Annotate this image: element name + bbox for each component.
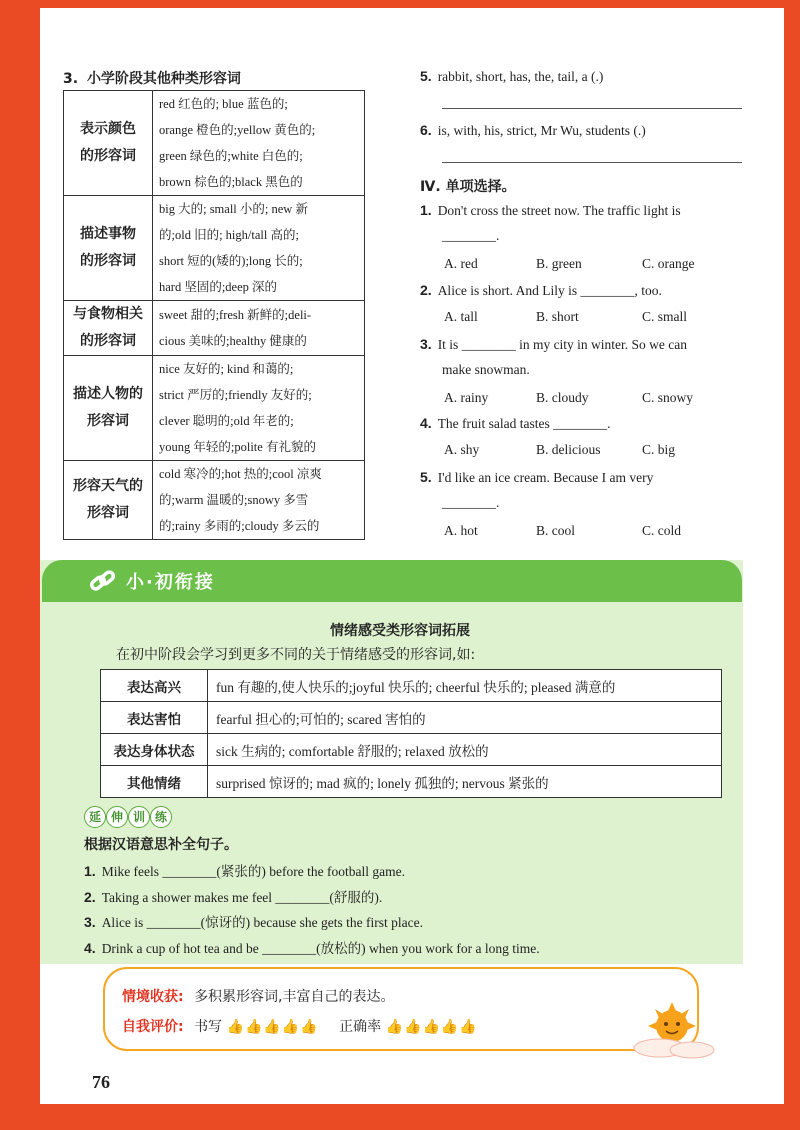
choice-question xyxy=(420,415,611,432)
word-line: cious 美味的;healthy 健康的 xyxy=(159,334,307,348)
question-text: I'd like an ice cream. Because I am very xyxy=(437,470,654,485)
emotion-table xyxy=(100,669,722,798)
answer-option[interactable]: A. red xyxy=(444,256,478,271)
word-line: 的;old 旧的; high/tall 高的; xyxy=(159,228,299,242)
category-words xyxy=(153,356,365,461)
choice-question xyxy=(420,202,681,219)
sun-icon xyxy=(630,1000,720,1062)
item-text: is, with, his, strict, Mr Wu, students (.) xyxy=(437,123,646,138)
badge-char: 延 xyxy=(84,806,106,828)
emotion-row xyxy=(101,670,722,702)
category-label xyxy=(64,91,153,196)
category-words xyxy=(153,196,365,301)
category-label-line: 形容天气的 xyxy=(73,478,143,494)
item-number: 5. xyxy=(420,68,432,84)
thumbs-up-icon[interactable]: 👍👍👍👍👍 xyxy=(226,1019,319,1035)
category-label xyxy=(64,301,153,356)
item-number: 1. xyxy=(84,863,96,879)
question-text: The fruit salad tastes ________. xyxy=(437,416,611,431)
category-label-line: 的形容词 xyxy=(80,148,136,164)
badge-char: 伸 xyxy=(106,806,128,828)
link-icon xyxy=(88,567,118,595)
word-line: orange 橙色的;yellow 黄色的; xyxy=(159,123,316,137)
emotion-label: 表达害怕 xyxy=(101,702,208,734)
choice-title: Ⅳ. 单项选择。 xyxy=(420,179,516,195)
extension-item xyxy=(84,860,405,880)
emotion-label: 其他情绪 xyxy=(101,766,208,798)
emotion-label: 表达高兴 xyxy=(101,670,208,702)
section-title: 小学阶段其他种类形容词 xyxy=(86,71,241,87)
category-label-line: 表示颜色 xyxy=(80,121,136,137)
gain-row xyxy=(122,986,395,1006)
bridge-intro: 在初中阶段会学习到更多不同的关于情绪感受的形容词,如: xyxy=(116,647,476,663)
word-line: young 年轻的;polite 有礼貌的 xyxy=(159,440,316,454)
emotion-row xyxy=(101,702,722,734)
adjective-row xyxy=(64,196,365,301)
emotion-words: fearful 担心的;可怕的; scared 害怕的 xyxy=(208,702,722,734)
item-text: Alice is ________(惊讶的) because she gets the first place. xyxy=(101,915,423,930)
category-words xyxy=(153,301,365,356)
emotion-words: surprised 惊讶的; mad 疯的; lonely 孤独的; nervous 紧张的 xyxy=(208,766,722,798)
question-number: 2. xyxy=(420,282,432,298)
question-number: 1. xyxy=(420,202,432,218)
extension-item xyxy=(84,937,540,957)
answer-option[interactable]: A. hot xyxy=(444,523,478,538)
eval-label: 自我评价: xyxy=(122,1019,184,1035)
answer-line[interactable] xyxy=(442,162,742,163)
word-line: strict 严厉的;friendly 友好的; xyxy=(159,388,312,402)
answer-option[interactable]: A. rainy xyxy=(444,390,489,405)
word-line: big 大的; small 小的; new 新 xyxy=(159,202,308,216)
word-line: green 绿色的;white 白色的; xyxy=(159,149,303,163)
question-text-continued: make snowman. xyxy=(442,362,530,377)
badge-char: 训 xyxy=(128,806,150,828)
gain-label: 情境收获: xyxy=(122,989,184,1005)
emotion-label: 表达身体状态 xyxy=(101,734,208,766)
emotion-row xyxy=(101,766,722,798)
question-number: 4. xyxy=(420,415,432,431)
answer-option[interactable]: C. orange xyxy=(642,256,695,271)
category-label-line: 形容词 xyxy=(87,505,129,521)
emotion-words: fun 有趣的,使人快乐的;joyful 快乐的; cheerful 快乐的; pleased 满意的 xyxy=(208,670,722,702)
badge-char: 练 xyxy=(150,806,172,828)
word-line: red 红色的; blue 蓝色的; xyxy=(159,97,288,111)
answer-option[interactable]: C. snowy xyxy=(642,390,694,405)
reorder-item xyxy=(420,68,603,85)
answer-option[interactable]: B. cloudy xyxy=(536,390,589,405)
word-line: sweet 甜的;fresh 新鲜的;deli- xyxy=(159,308,312,322)
writing-label: 书写 xyxy=(194,1019,223,1035)
adjective-row xyxy=(64,91,365,196)
question-number: 3. xyxy=(420,336,432,352)
answer-option[interactable]: C. cold xyxy=(642,523,681,538)
choice-question xyxy=(420,282,662,299)
emotion-row xyxy=(101,734,722,766)
item-text: Mike feels ________(紧张的) before the football game. xyxy=(101,864,405,879)
word-line: hard 坚固的;deep 深的 xyxy=(159,280,278,294)
word-line: 的;warm 温暖的;snowy 多雪 xyxy=(159,493,309,507)
answer-option[interactable]: C. small xyxy=(642,309,688,324)
item-number: 3. xyxy=(84,914,96,930)
category-label-line: 形容词 xyxy=(87,413,129,429)
category-label xyxy=(64,461,153,540)
answer-option[interactable]: B. short xyxy=(536,309,579,324)
bridge-tab-title: 小·初衔接 xyxy=(126,572,215,593)
eval-row xyxy=(122,1016,478,1036)
answer-option[interactable]: C. big xyxy=(642,442,676,457)
section-number: 3. xyxy=(63,71,79,87)
word-line: short 短的(矮的);long 长的; xyxy=(159,254,303,268)
question-text-continued: ________. xyxy=(442,228,500,243)
extension-item xyxy=(84,886,382,906)
emotion-words: sick 生病的; comfortable 舒服的; relaxed 放松的 xyxy=(208,734,722,766)
page-number: 76 xyxy=(92,1072,110,1092)
category-label xyxy=(64,356,153,461)
answer-option[interactable]: B. green xyxy=(536,256,582,271)
question-text: It is ________ in my city in winter. So we can xyxy=(437,337,688,352)
category-words xyxy=(153,461,365,540)
word-line: 的;rainy 多雨的;cloudy 多云的 xyxy=(159,519,320,533)
category-label-line: 描述事物 xyxy=(80,226,136,242)
extension-item xyxy=(84,911,423,931)
extension-instruction: 根据汉语意思补全句子。 xyxy=(84,837,238,853)
category-label xyxy=(64,196,153,301)
adjective-row xyxy=(64,461,365,540)
item-number: 4. xyxy=(84,940,96,956)
item-text: rabbit, short, has, the, tail, a (.) xyxy=(437,69,604,84)
thumbs-up-icon[interactable]: 👍👍👍👍👍 xyxy=(385,1019,478,1035)
category-label-line: 的形容词 xyxy=(80,333,136,349)
question-text: Alice is short. And Lily is ________, too. xyxy=(437,283,662,298)
bridge-heading: 情绪感受类形容词拓展 xyxy=(330,623,470,639)
item-text: Taking a shower makes me feel ________(舒服的). xyxy=(101,890,383,905)
word-line: cold 寒冷的;hot 热的;cool 凉爽 xyxy=(159,467,322,481)
item-number: 6. xyxy=(420,122,432,138)
choice-question xyxy=(420,469,653,486)
accuracy-label: 正确率 xyxy=(339,1019,382,1035)
adjective-table xyxy=(63,90,365,540)
word-line: clever 聪明的;old 年老的; xyxy=(159,414,294,428)
question-text-continued: ________. xyxy=(442,495,500,510)
answer-line[interactable] xyxy=(442,108,742,109)
adjective-row xyxy=(64,301,365,356)
word-line: brown 棕色的;black 黑色的 xyxy=(159,175,303,189)
choice-question xyxy=(420,336,687,353)
word-line: nice 友好的; kind 和蔼的; xyxy=(159,362,294,376)
answer-option[interactable]: A. tall xyxy=(444,309,478,324)
section-3-heading xyxy=(63,68,241,88)
answer-option[interactable]: B. delicious xyxy=(536,442,601,457)
category-label-line: 描述人物的 xyxy=(73,386,143,402)
question-text: Don't cross the street now. The traffic light is xyxy=(437,203,681,218)
category-words xyxy=(153,91,365,196)
adjective-row xyxy=(64,356,365,461)
reflection-box xyxy=(103,967,699,1051)
item-number: 2. xyxy=(84,889,96,905)
question-number: 5. xyxy=(420,469,432,485)
item-text: Drink a cup of hot tea and be ________(放松的) when you work for a long time. xyxy=(101,941,540,956)
reorder-item xyxy=(420,122,646,139)
category-label-line: 与食物相关 xyxy=(73,306,143,322)
category-label-line: 的形容词 xyxy=(80,253,136,269)
answer-option[interactable]: B. cool xyxy=(536,523,575,538)
answer-option[interactable]: A. shy xyxy=(444,442,480,457)
gain-text: 多积累形容词,丰富自己的表达。 xyxy=(194,989,395,1005)
